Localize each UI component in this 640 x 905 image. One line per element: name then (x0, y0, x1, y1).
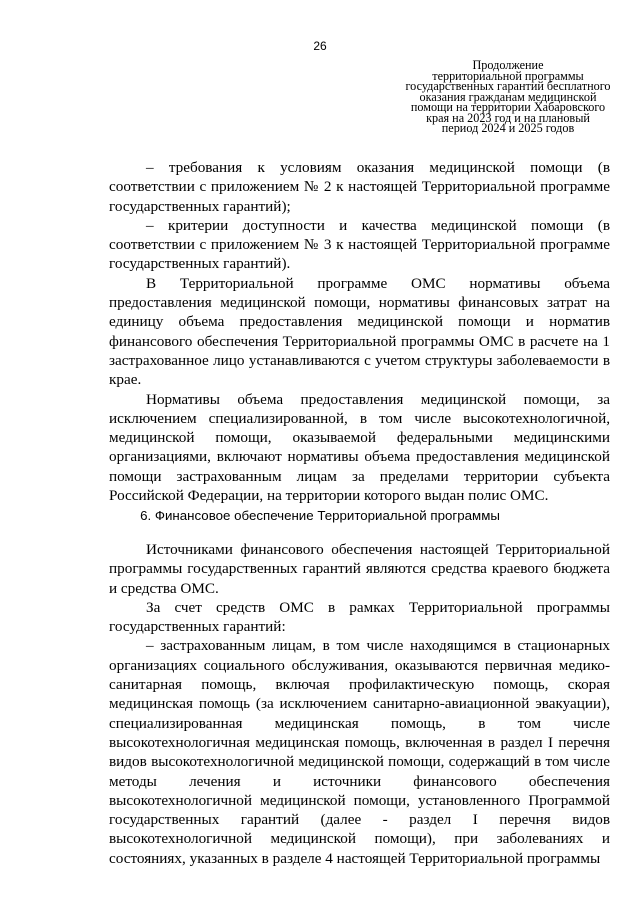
body-text-bottom (109, 540, 610, 868)
paragraph-criteria: – критерии доступности и качества медицинской помощи (в соответствии с приложением № 3 к настоящей Территориальной программе государственных гарантий). (109, 216, 610, 273)
paragraph-funding-sources: Источниками финансового обеспечения настоящей Территориальной программы государственных гарантий являются средства краевого бюджета и средства ОМС. (109, 541, 610, 597)
appendix-header (380, 60, 636, 134)
paragraph-insured-persons: – застрахованным лицам, в том числе находящимся в стационарных организациях социального обслуживания, оказываются первичная медико-санитарная помощь, включая профилактическую помощь, скорая медицинская помощь (за исключением санитарно-авиационной эвакуации), специализированная медицинская помощь, в том числе высокотехнологичная медицинская помощь, включенная в раздел I перечня видов высокотехнологичной медицинской помощи, содержащий в том числе методы лечения и источники финансового обеспечения высокотехнологичной медицинской помощи, установленного Программой государственных гарантий (далее - раздел I перечня видов высокотехнологичной медицинской помощи), при заболеваниях и состояниях, указанных в разделе 4 настоящей Территориальной программы (109, 637, 610, 867)
page-number: 26 (313, 39, 327, 53)
appendix-line: государственных гарантий бесплатного (405, 79, 611, 93)
appendix-line: Продолжение (472, 58, 544, 72)
paragraph-requirements: – требования к условиям оказания медицинской помощи (в соответствии с приложением № 2 к настоящей Территориальной программе государственных гарантий); (109, 159, 610, 215)
paragraph-oms-framework: За счет средств ОМС в рамках Территориальной программы государственных гарантий: (109, 598, 610, 636)
body-text-top (109, 158, 610, 505)
appendix-line: территориальной программы (432, 68, 584, 83)
appendix-line: помощи на территории Хабаровского (410, 100, 606, 114)
appendix-line: края на 2023 год и на плановый (426, 110, 590, 125)
appendix-line: оказания гражданам медицинской (419, 89, 597, 104)
paragraph-volume-norms: Нормативы объема предоставления медицинской помощи, за исключением специализированной, в том числе высокотехнологичной, медицинской помощи, оказываемой федеральными медицинскими организациями, включают нормативы объема предоставления медицинской помощи застрахованным лицам за пределами территории субъекта Российской Федерации, на территории которого выдан полис ОМС. (109, 390, 610, 505)
paragraph-oms-norms: В Территориальной программе ОМС нормативы объема предоставления медицинской помощи, нормативы финансовых затрат на единицу объема предоставления медицинской помощи и норматив финансового обеспечения Территориальной программы ОМС в расчете на 1 застрахованное лицо устанавливаются с учетом структуры заболеваемости в крае. (109, 274, 610, 389)
section-title: 6. Финансовое обеспечение Территориальной программы (140, 508, 500, 523)
appendix-line: период 2024 и 2025 годов (441, 121, 575, 135)
